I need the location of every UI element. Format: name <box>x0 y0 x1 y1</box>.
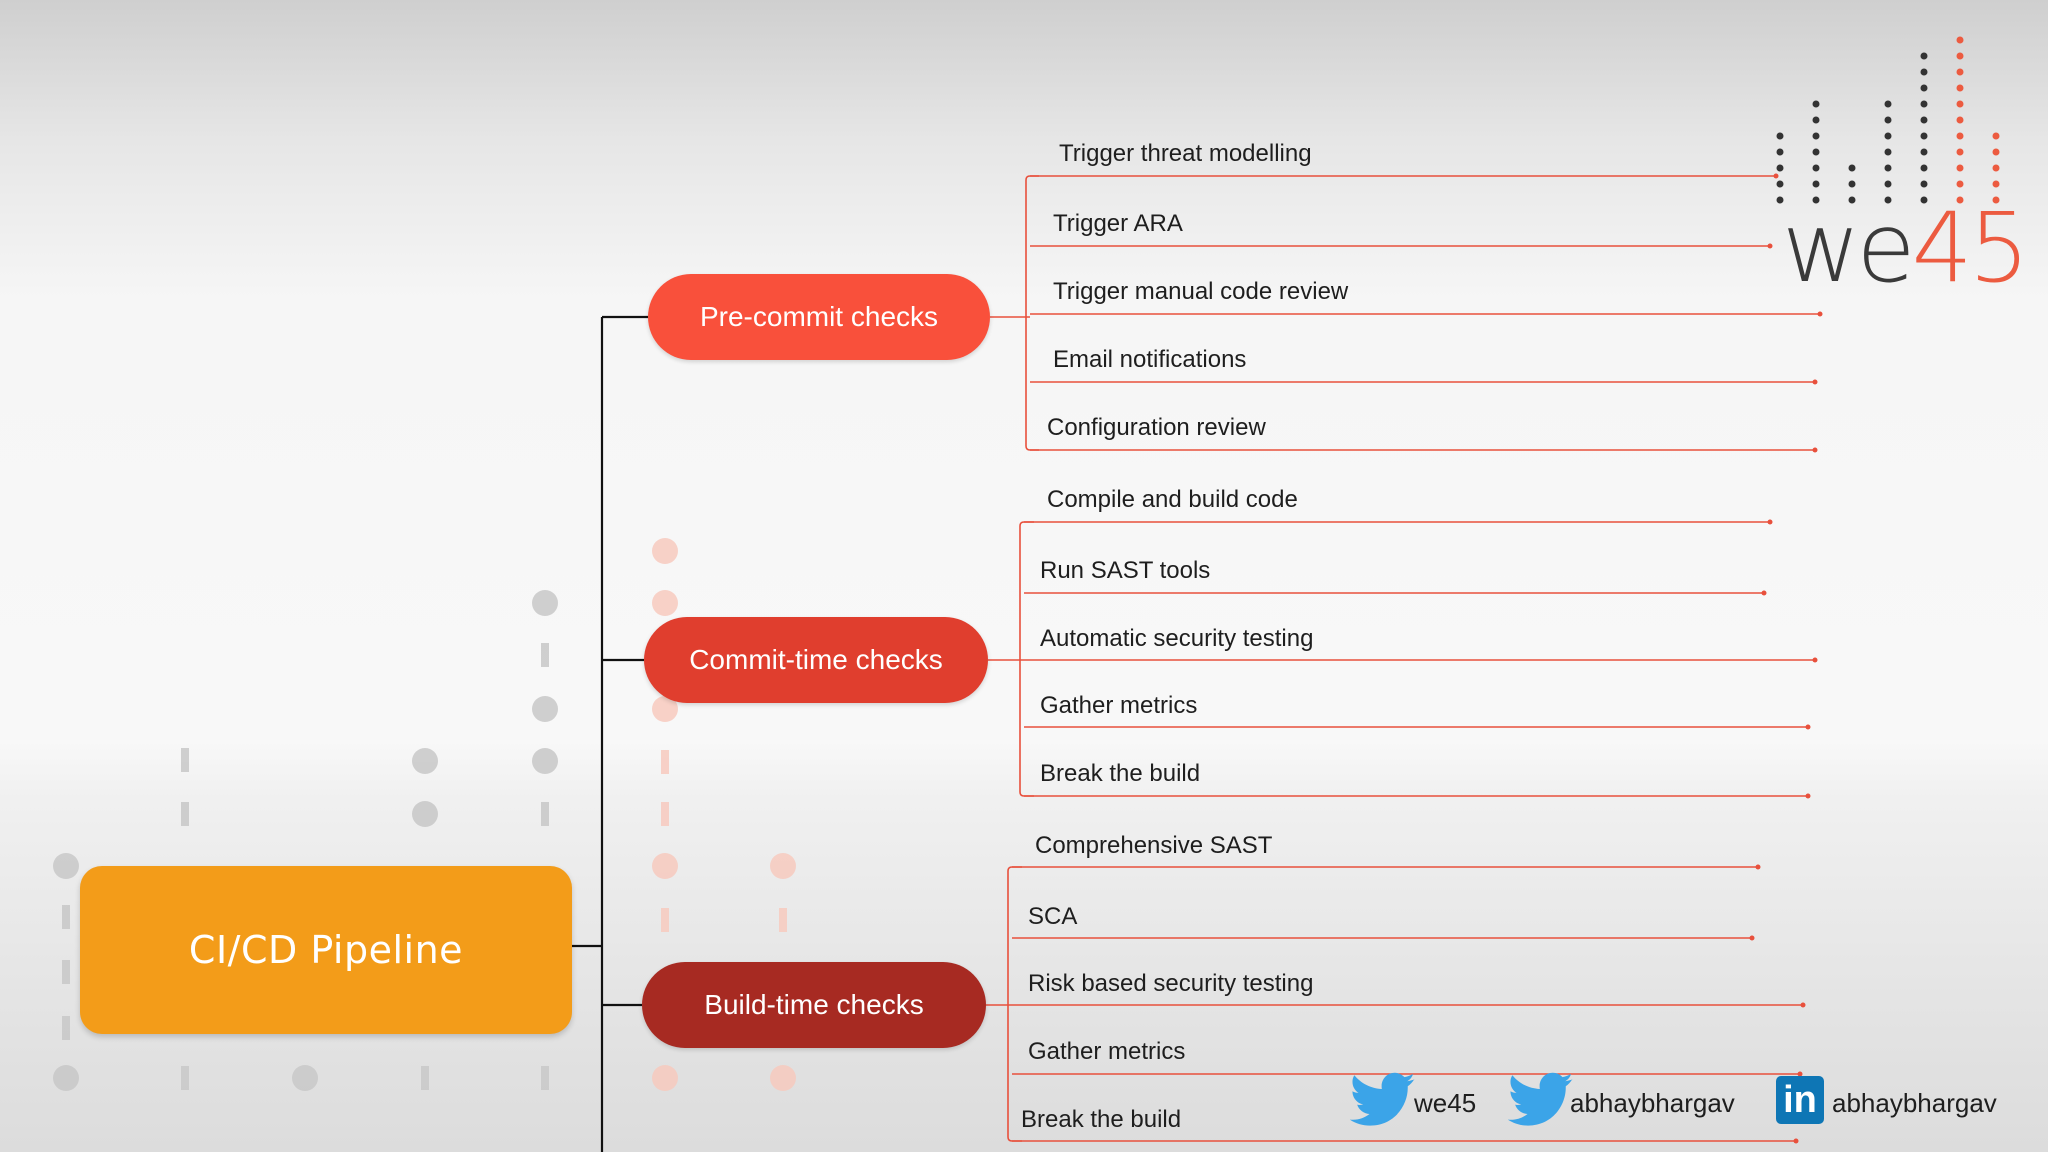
item-commit-time-3: Automatic security testing <box>1040 625 1314 652</box>
item-commit-time-2: Run SAST tools <box>1040 557 1211 584</box>
linkedin-icon <box>1776 1076 1824 1124</box>
item-line-endpoints <box>1750 174 1823 1144</box>
item-pre-commit-3: Trigger manual code review <box>1053 278 1349 305</box>
item-pre-commit-2: Trigger ARA <box>1053 210 1183 237</box>
item-commit-time-5: Break the build <box>1040 760 1201 787</box>
root-node-label: CI/CD Pipeline <box>188 928 464 972</box>
item-build-time-5: Break the build <box>1021 1106 1182 1133</box>
stage-build-time-label: Build-time checks <box>704 989 924 1020</box>
item-build-time-4: Gather metrics <box>1028 1038 1186 1065</box>
stage-commit-time <box>644 617 988 703</box>
logo-suffix: 45 <box>1911 192 2026 304</box>
root-node-cicd-pipeline <box>80 866 572 1034</box>
item-build-time-1: Comprehensive SAST <box>1035 832 1273 859</box>
tree-connectors <box>572 317 648 1152</box>
item-pre-commit-1: Trigger threat modelling <box>1059 140 1312 167</box>
stage-commit-time-label: Commit-time checks <box>689 644 943 675</box>
item-build-time-3: Risk based security testing <box>1028 970 1314 997</box>
linkedin-handle-abhaybhargav[interactable]: abhaybhargav <box>1832 1088 1997 1118</box>
linkedin-badge: in <box>1783 1078 1817 1121</box>
stage-pre-commit <box>648 274 990 360</box>
we45-logo-dots <box>1777 37 2000 204</box>
stage-pre-commit-label: Pre-commit checks <box>699 301 939 332</box>
item-build-time-2: SCA <box>1028 903 1078 930</box>
logo-prefix: we <box>1782 192 1912 304</box>
item-pre-commit-5: Configuration review <box>1047 414 1266 441</box>
twitter-handle-we45[interactable]: we45 <box>1414 1088 1477 1118</box>
item-pre-commit-4: Email notifications <box>1053 346 1247 373</box>
twitter-bird-icon <box>1350 1072 1416 1128</box>
we45-logo <box>1782 192 2026 304</box>
item-commit-time-1: Compile and build code <box>1047 486 1298 513</box>
stage-build-time <box>642 962 986 1048</box>
twitter-bird-icon <box>1508 1072 1574 1128</box>
twitter-handle-abhaybhargav[interactable]: abhaybhargav <box>1570 1088 1735 1118</box>
item-commit-time-4: Gather metrics <box>1040 692 1198 719</box>
